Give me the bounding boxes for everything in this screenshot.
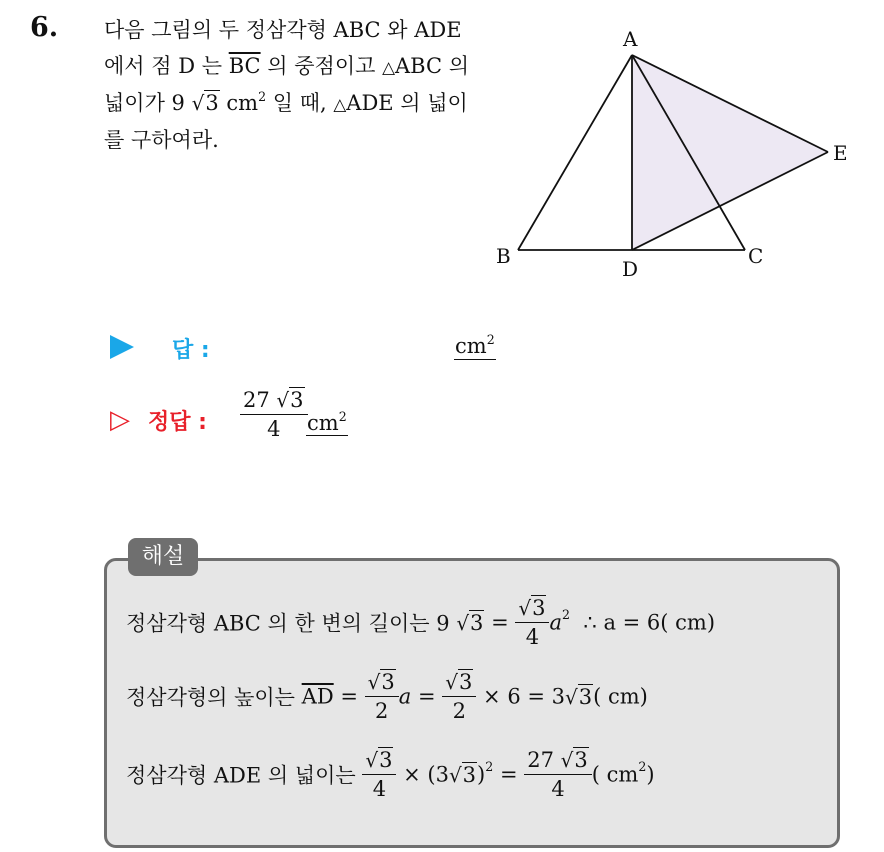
solution-line-2: [126, 670, 648, 723]
s1-therefore: ∴: [583, 610, 597, 635]
correct-fraction: [240, 388, 308, 441]
sqrt-value: 3: [205, 91, 219, 115]
segment-bc: $\overline{BC}$: [228, 54, 261, 78]
problem-text-f: ADE 의 넓이를 구하여라.: [104, 91, 468, 152]
s3-frac-sqrt: √3: [365, 748, 393, 772]
correct-num-coef: 27: [243, 388, 270, 412]
s3-result-sqrt-value: 3: [574, 748, 588, 772]
s2-times: × 6 = 3: [483, 684, 565, 709]
solution-line-1: [126, 596, 715, 649]
s3-unit-open: ( cm: [591, 762, 639, 787]
s1-eq: =: [491, 610, 509, 635]
s3-result-fraction: [524, 748, 592, 801]
s1-sqrt: √3: [456, 610, 484, 635]
s2-f1-numerator: [365, 670, 399, 697]
s1-var-exponent: 2: [562, 607, 571, 623]
s3-eq: =: [499, 762, 518, 787]
sqrt-3: √3: [191, 91, 219, 115]
s2-f2-sqrt: √3: [445, 670, 473, 694]
correct-numerator: [240, 388, 308, 415]
s2-var: a: [398, 684, 412, 709]
s2-sqrt: √3: [565, 684, 593, 709]
answer-marker-icon: [110, 335, 134, 359]
answer-unit-exponent: 2: [486, 332, 495, 348]
s2-pre: 정삼각형의 높이는: [126, 685, 295, 710]
s1-denominator: 4: [525, 625, 540, 649]
s2-eq2: =: [417, 684, 436, 709]
s1-pre: 정삼각형 ABC 의 한 변의 길이는 9: [126, 611, 450, 636]
unit-exponent: 2: [258, 89, 267, 105]
correct-sqrt: √3: [276, 388, 304, 412]
problem-text-c: ABC 의 넓이가 9: [104, 54, 470, 115]
s1-frac-sqrt-value: 3: [532, 596, 546, 620]
s2-fraction-1: [365, 670, 399, 723]
correct-unit-text: cm: [307, 411, 339, 435]
problem-text: [104, 12, 484, 158]
correct-unit-exponent: 2: [338, 409, 347, 425]
s3-close: ): [477, 762, 486, 787]
correct-unit: [306, 411, 348, 436]
label-b: B: [496, 244, 511, 268]
s3-numerator: [362, 748, 396, 775]
s3-result-coef: 27: [527, 748, 554, 772]
s3-fraction: [362, 748, 396, 801]
triangle-ade-fill: [632, 55, 828, 250]
s2-f1-sqrt: √3: [367, 670, 395, 694]
correct-marker-icon: ▷: [110, 405, 130, 435]
s3-sqrt-value: 3: [462, 762, 477, 787]
s3-mid: × (3: [403, 762, 449, 787]
s3-result-numerator: [524, 748, 592, 775]
s2-eq: =: [340, 684, 358, 709]
s3-result-sqrt: √3: [560, 748, 588, 772]
s1-result: a = 6( cm): [603, 610, 716, 635]
triangle-symbol: △: [382, 57, 395, 77]
correct-sqrt-value: 3: [290, 388, 304, 412]
solution-line-3: [126, 748, 655, 801]
s2-f1-sqrt-value: 3: [381, 670, 395, 694]
s2-f1-denominator: 2: [375, 699, 389, 723]
s3-frac-sqrt-value: 3: [379, 748, 393, 772]
s2-segment-ad: $\overline{AD}$: [301, 684, 334, 709]
s2-sqrt-value: 3: [578, 684, 593, 709]
s1-numerator: [515, 596, 549, 623]
s3-exponent: 2: [485, 759, 494, 775]
s3-unit-close: ): [646, 762, 655, 787]
triangle-symbol-2: △: [333, 94, 347, 114]
s1-frac-sqrt: √3: [518, 596, 546, 620]
s3-unit-exponent: 2: [638, 759, 647, 775]
solution-tab: 해설: [128, 538, 198, 576]
problem-number: 6.: [30, 12, 59, 43]
s2-f2-sqrt-value: 3: [458, 670, 473, 694]
answer-unit-text: cm: [455, 334, 487, 358]
problem-text-e: 일 때,: [272, 91, 327, 115]
s1-sqrt-value: 3: [470, 610, 484, 635]
s2-f2-denominator: 2: [452, 699, 466, 723]
label-c: C: [748, 244, 764, 268]
s2-fraction-2: [442, 670, 476, 723]
segment-ab: [518, 55, 632, 250]
s3-result-denominator: 4: [551, 777, 565, 801]
s1-var: a: [549, 610, 563, 635]
s2-unit: ( cm): [593, 684, 648, 709]
answer-unit[interactable]: [454, 334, 496, 360]
label-a: A: [623, 27, 638, 51]
correct-denominator: 4: [267, 417, 281, 441]
label-d: D: [622, 257, 639, 281]
correct-label: 정답 :: [148, 410, 207, 435]
triangle-figure: [490, 20, 870, 290]
s2-f2-numerator: [442, 670, 476, 697]
label-e: E: [833, 141, 848, 165]
answer-label: 답 :: [172, 338, 210, 363]
problem-text-a: 다음 그림의 두 정삼각형 ABC 와 ADE 에서 점 D 는: [104, 18, 462, 78]
s1-fraction: [515, 596, 549, 649]
s3-denominator: 4: [372, 777, 387, 801]
s3-sqrt: √3: [448, 762, 477, 787]
unit-cm: cm: [226, 91, 259, 115]
s3-pre: 정삼각형 ADE 의 넓이는: [126, 763, 356, 788]
problem-text-b: 의 중점이고: [267, 54, 376, 78]
